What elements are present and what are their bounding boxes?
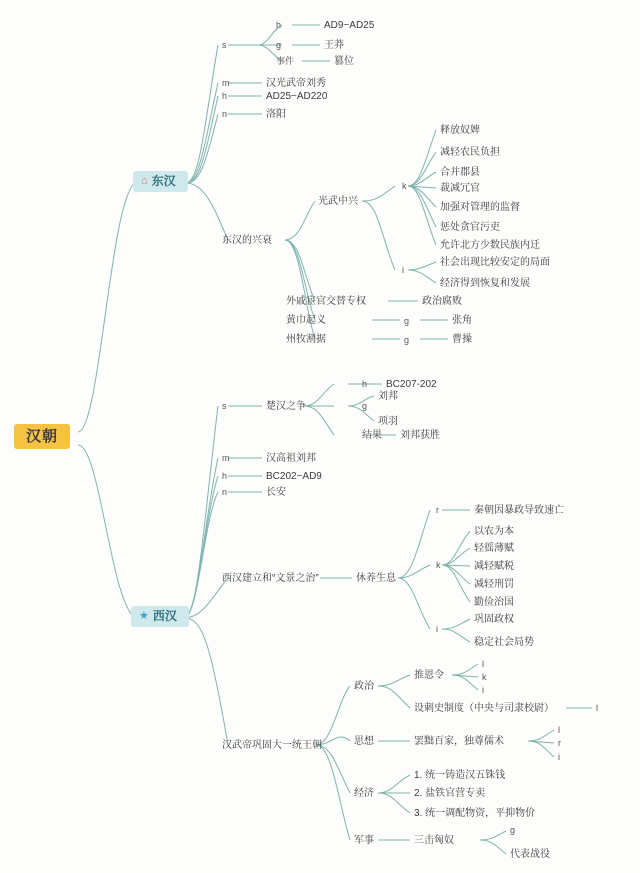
xihan-section-1: 汉武帝巩固大一统王朝	[222, 740, 322, 751]
xihan-period: BC202~AD9	[266, 471, 322, 482]
key-h: h	[222, 91, 228, 101]
donghan-usurp: 篡位	[334, 56, 354, 67]
key-xiuyang-r: r	[436, 505, 439, 515]
item-guangwu: 光武中兴	[318, 196, 358, 207]
item-chuhan: 楚汉之争	[266, 401, 306, 412]
item-huangjin: 黄巾起义	[286, 315, 326, 326]
donghan-period: AD25~AD220	[266, 91, 328, 102]
xiuyang-i-1: 稳定社会局势	[474, 637, 534, 648]
key-k: k	[402, 181, 407, 191]
key-chuhan-h: h	[362, 379, 368, 389]
chuhan-liubang: 刘邦	[378, 391, 398, 402]
chuhan-result: 刘邦获胜	[400, 430, 440, 441]
home-icon: ⌂	[141, 175, 148, 187]
guangwu-k-6: 允许北方少数民族内迁	[440, 240, 540, 251]
key-rushu-l: l	[558, 725, 560, 735]
jingji-1: 2. 盐铁官营专卖	[414, 788, 486, 799]
item-sixiang: 思想	[354, 736, 374, 747]
key-rushu-i: i	[558, 752, 560, 762]
key-chuhan-g: g	[362, 401, 368, 411]
item-zhoumu-tail: 曹操	[452, 334, 472, 345]
donghan-capital: 洛阳	[266, 109, 286, 120]
guangwu-i-0: 社会出现比较安定的局面	[440, 257, 550, 268]
branch-xihan-label: 西汉	[152, 609, 177, 623]
xiuyang-i-0: 巩固政权	[474, 614, 514, 625]
key-s: s	[222, 40, 227, 50]
item-waiqi-tail: 政治腐败	[422, 296, 462, 307]
key-tuien-k: k	[482, 672, 487, 682]
guangwu-k-2: 合并郡县	[440, 167, 480, 178]
star-icon: ★	[139, 610, 149, 622]
item-waiqi: 外戚宦官交替专权	[286, 296, 366, 307]
key-rushu-r: r	[558, 738, 561, 748]
zhengzhi-tuien: 推恩令	[414, 670, 444, 681]
guangwu-i-1: 经济得到恢复和发展	[440, 278, 530, 289]
junshi-xiongnu: 三击匈奴	[414, 835, 454, 846]
key-xiuyang-i: i	[436, 624, 438, 634]
item-xiuyang: 休养生息	[356, 573, 396, 584]
item-jingji: 经济	[354, 788, 374, 799]
item-zhoumu: 州牧割据	[286, 334, 326, 345]
key-s-event: 事件	[276, 56, 295, 66]
branch-donghan-label: 东汉	[151, 174, 176, 188]
key-huangjin-g: g	[404, 316, 410, 326]
chuhan-period: BC207-202	[386, 379, 437, 390]
xiuyang-r-0: 秦朝因暴政导致速亡	[474, 505, 564, 516]
xihan-capital: 长安	[266, 487, 286, 498]
key-m: m	[222, 78, 230, 88]
key-tuien-l: l	[482, 659, 484, 669]
key-zhoumu-g: g	[404, 335, 410, 345]
xiuyang-k-4: 勤俭治国	[474, 597, 514, 608]
donghan-section: 东汉的兴衰	[222, 235, 272, 246]
sixiang-rushu: 罢黜百家，独尊儒术	[414, 736, 504, 747]
key-xihan-s: s	[222, 401, 227, 411]
jingji-0: 1. 统一铸造汉五铢钱	[414, 770, 506, 781]
xiuyang-k-3: 减轻刑罚	[474, 579, 514, 590]
xiuyang-k-1: 轻徭薄赋	[474, 543, 514, 554]
item-zhengzhi: 政治	[354, 681, 374, 692]
key-xihan-h: h	[222, 471, 228, 481]
branch-donghan[interactable]	[133, 171, 188, 192]
item-huangjin-tail: 张角	[452, 315, 472, 326]
key-s-g: g	[276, 40, 282, 50]
jingji-2: 3. 统一调配物资，平抑物价	[414, 808, 536, 819]
guangwu-k-4: 加强对管理的监督	[440, 202, 520, 213]
chuhan-result-key: 结果	[362, 430, 382, 441]
guangwu-k-0: 释放奴婢	[440, 125, 480, 136]
guangwu-k-1: 减轻农民负担	[440, 147, 500, 158]
root-node[interactable]: 汉朝	[14, 424, 70, 449]
xihan-emperor: 汉高祖刘邦	[266, 453, 316, 464]
donghan-emperor: 汉光武帝刘秀	[266, 78, 326, 89]
xiuyang-k-0: 以农为本	[474, 526, 514, 537]
key-n: n	[222, 109, 228, 119]
key-tuien-i: i	[482, 685, 484, 695]
xiuyang-k-2: 减轻赋税	[474, 561, 514, 572]
key-i: i	[402, 265, 404, 275]
donghan-wangmang: 王莽	[324, 40, 344, 51]
key-s-h: h	[276, 20, 282, 30]
donghan-xin-period: AD9~AD25	[324, 20, 375, 31]
key-xihan-m: m	[222, 453, 230, 463]
key-xiongnu-g: g	[510, 825, 516, 835]
zhengzhi-cishi: 设刺史制度（中央与司隶校尉）	[414, 703, 554, 714]
xihan-section-0: 西汉建立和“文景之治”	[222, 573, 319, 584]
key-cishi-l: l	[596, 703, 598, 713]
guangwu-k-3: 裁减冗官	[440, 183, 480, 194]
branch-xihan[interactable]	[131, 606, 189, 627]
key-xiuyang-k: k	[436, 560, 441, 570]
guangwu-k-5: 惩处贪官污吏	[440, 222, 500, 233]
key-xihan-n: n	[222, 487, 228, 497]
junshi-zhanyi: 代表战役	[510, 849, 550, 860]
chuhan-xiangyu: 项羽	[378, 416, 398, 427]
item-junshi: 军事	[354, 835, 374, 846]
